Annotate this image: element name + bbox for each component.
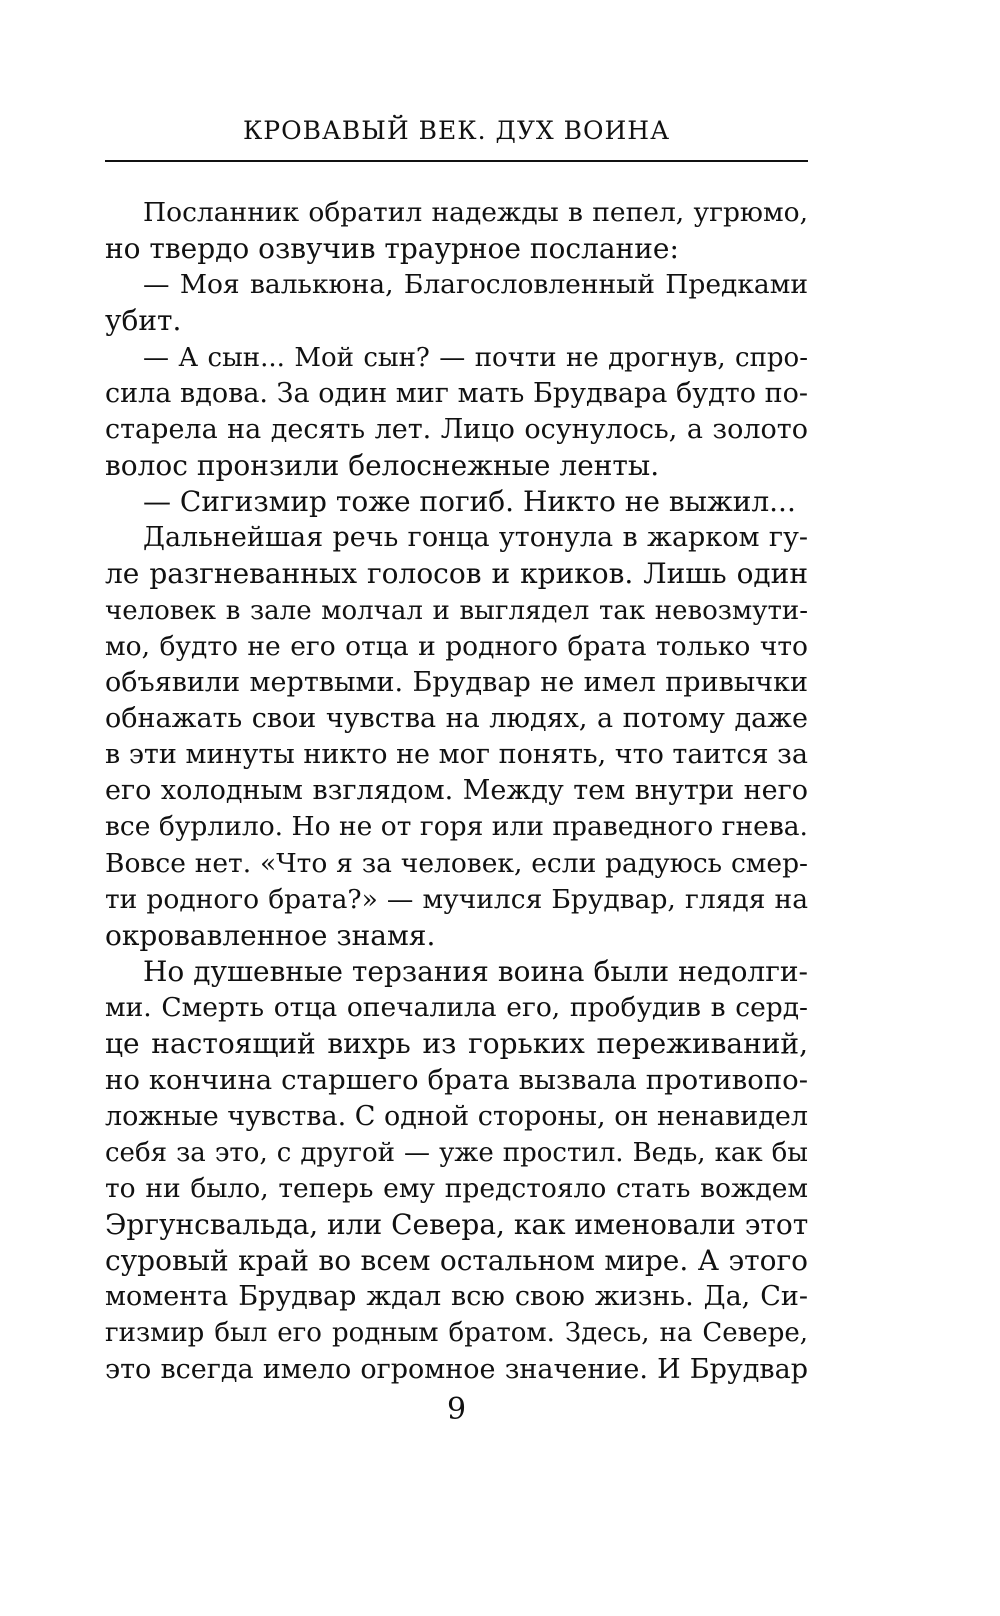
text-line: это всегда имело огромное значение. И Брудвар bbox=[105, 1353, 808, 1385]
text-line: волос пронзили белоснежные ленты. bbox=[105, 448, 660, 482]
text-line: убит. bbox=[105, 304, 182, 338]
text-line: — Сигизмир тоже погиб. Никто не выжил... bbox=[143, 485, 796, 519]
text-line: ти родного брата?» — мучился Брудвар, глядя на bbox=[105, 883, 808, 915]
text-line: его холодным взглядом. Между тем внутри него bbox=[105, 775, 808, 807]
text-line: обнажать свои чувства на людях, а потому даже bbox=[105, 702, 808, 734]
body-text bbox=[105, 195, 808, 1388]
running-head: КРОВАВЫЙ ВЕК. ДУХ ВОИНА bbox=[242, 116, 671, 145]
text-line: Дальнейшая речь гонца утонула в жарком гу- bbox=[143, 522, 808, 554]
text-line: ми. Смерть отца опечалила его, пробудив в серд- bbox=[105, 992, 808, 1024]
text-line: ле разгневанных голосов и криков. Лишь один bbox=[105, 557, 808, 591]
text-line: но кончина старшего брата вызвала противопо- bbox=[105, 1064, 808, 1097]
text-line: Посланник обратил надежды в пепел, угрюмо, bbox=[143, 197, 808, 228]
text-line: в эти минуты никто не мог понять, что таится за bbox=[105, 739, 808, 771]
text-line: объявили мертвыми. Брудвар не имел привычки bbox=[105, 666, 808, 698]
page-number: 9 bbox=[446, 1392, 467, 1427]
text-line: Но душевные терзания воина были недолги- bbox=[143, 954, 808, 988]
text-line: гизмир был его родным братом. Здесь, на Севере, bbox=[105, 1318, 808, 1349]
text-line: человек в зале молчал и выглядел так невозмути- bbox=[105, 595, 808, 626]
text-line: суровый край во всем остальном мире. А этого bbox=[105, 1244, 808, 1278]
text-line: то ни было, теперь ему предстояло стать вождем bbox=[105, 1172, 808, 1204]
text-line: себя за это, с другой — уже простил. Ведь, как бы bbox=[105, 1137, 808, 1168]
header-rule bbox=[105, 160, 808, 162]
text-line: Вовсе нет. «Что я за человек, если радуюсь смер- bbox=[105, 847, 808, 879]
text-line: Эргунсвальда, или Севера, как именовали этот bbox=[105, 1207, 808, 1241]
text-line: це настоящий вихрь из горьких переживаний, bbox=[105, 1027, 808, 1061]
text-line: сила вдова. За один миг мать Брудвара будто по- bbox=[105, 377, 808, 409]
text-line: — Моя валькюна, Благословленный Предками bbox=[143, 269, 808, 301]
text-line: момента Брудвар ждал всю свою жизнь. Да, Си- bbox=[105, 1281, 808, 1313]
text-line: окровавленное знамя. bbox=[105, 918, 436, 952]
text-line: старела на десять лет. Лицо осунулось, а золото bbox=[105, 413, 808, 445]
text-line: — А сын... Мой сын? — почти не дрогнув, спро- bbox=[143, 342, 808, 373]
text-line: ложные чувства. С одной стороны, он ненавидел bbox=[105, 1100, 808, 1132]
text-line: мо, будто не его отца и родного брата только что bbox=[105, 630, 808, 662]
text-line: все бурлило. Но не от горя или праведного гнева. bbox=[105, 811, 808, 843]
text-line: но твердо озвучив траурное послание: bbox=[105, 232, 679, 266]
